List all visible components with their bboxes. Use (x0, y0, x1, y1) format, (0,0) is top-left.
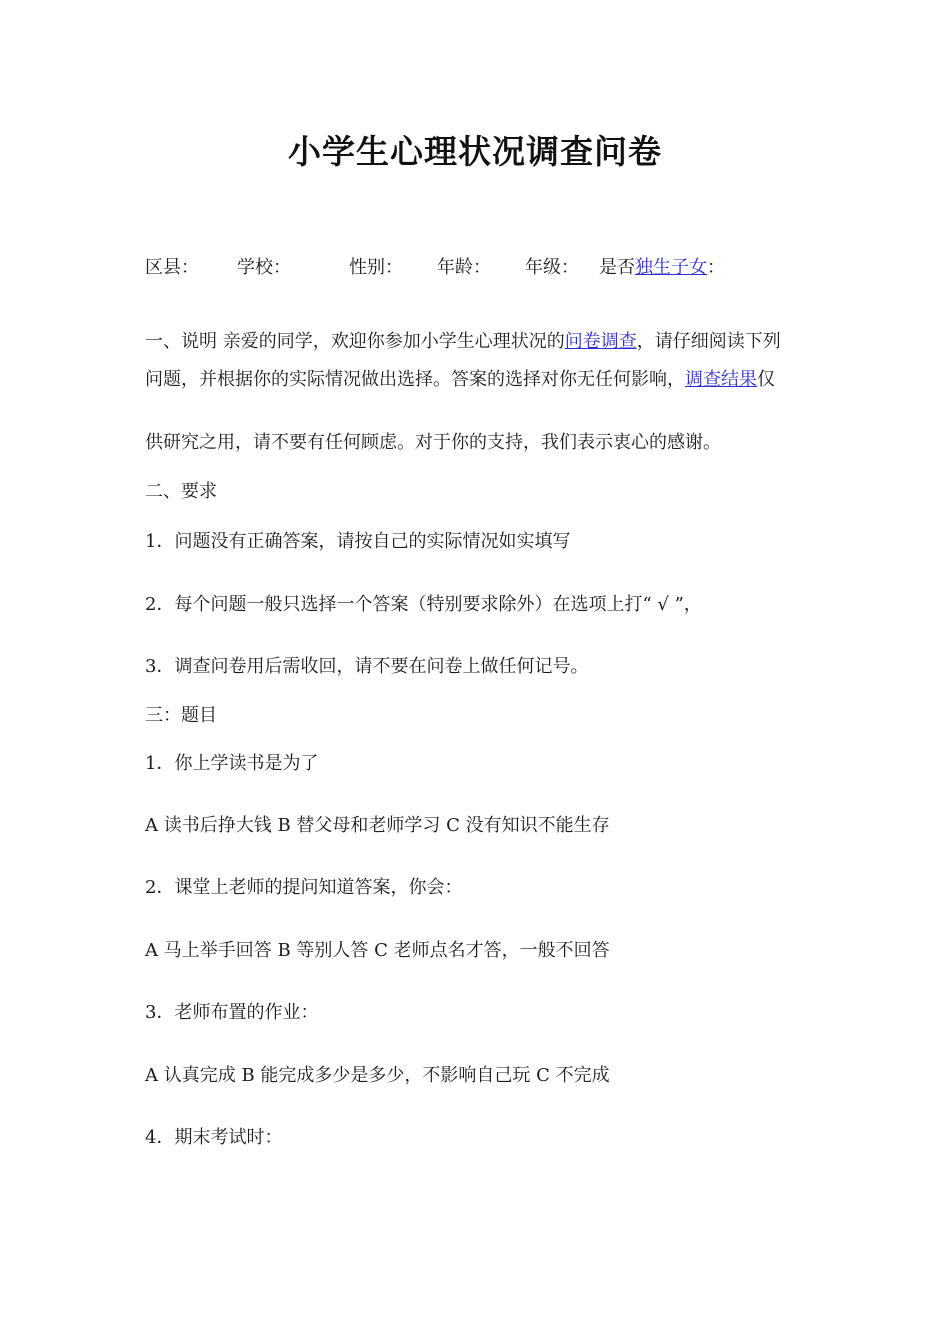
question-options: A 马上举手回答 B 等别人答 C 老师点名才答，一般不回答 (145, 940, 610, 961)
survey-link[interactable]: 问卷调查 (564, 331, 637, 352)
intro-text: 仅 (757, 369, 775, 390)
requirement-item: 2．每个问题一般只选择一个答案（特别要求除外）在选项上打“ √ ”， (145, 594, 702, 615)
document-title: 小学生心理状况调查问卷 (288, 132, 662, 171)
intro-text: 问题，并根据你的实际情况做出选择。答案的选择对你无任何影响， (145, 369, 685, 390)
age-label: 年龄： (437, 257, 491, 278)
school-label: 学校： (237, 257, 291, 278)
district-label: 区县： (145, 257, 199, 278)
question-text: 2．课堂上老师的提问知道答案，你会： (145, 877, 463, 898)
gender-label: 性别： (349, 257, 403, 278)
question-options: A 认真完成 B 能完成多少是多少，不影响自己玩 C 不完成 (145, 1065, 610, 1086)
requirements-heading: 二、要求 (145, 481, 217, 502)
intro-line-1 (145, 330, 825, 354)
questions-heading: 三：题目 (145, 705, 217, 726)
intro-text: 一、说明 亲爱的同学，欢迎你参加小学生心理状况的 (145, 331, 565, 352)
question-text: 3．老师布置的作业： (145, 1002, 319, 1023)
requirement-item: 1．问题没有正确答案，请按自己的实际情况如实填写 (145, 531, 571, 552)
results-link[interactable]: 调查结果 (685, 369, 757, 390)
only-child-suffix: ： (707, 257, 725, 278)
only-child-link[interactable]: 独生子女 (635, 257, 707, 278)
intro-line-2 (145, 368, 825, 392)
question-text: 1．你上学读书是为了 (145, 753, 319, 774)
question-text: 4．期末考试时： (145, 1127, 283, 1148)
question-options: A 读书后挣大钱 B 替父母和老师学习 C 没有知识不能生存 (145, 815, 610, 836)
only-child-prefix: 是否 (599, 257, 635, 278)
intro-text: ，请仔细阅读下列 (636, 331, 781, 352)
requirement-item: 3．调查问卷用后需收回，请不要在问卷上做任何记号。 (145, 656, 589, 677)
grade-label: 年级： (525, 257, 579, 278)
info-fields-row (145, 256, 825, 280)
intro-line-3: 供研究之用，请不要有任何顾虑。对于你的支持，我们表示衷心的感谢。 (145, 432, 721, 453)
